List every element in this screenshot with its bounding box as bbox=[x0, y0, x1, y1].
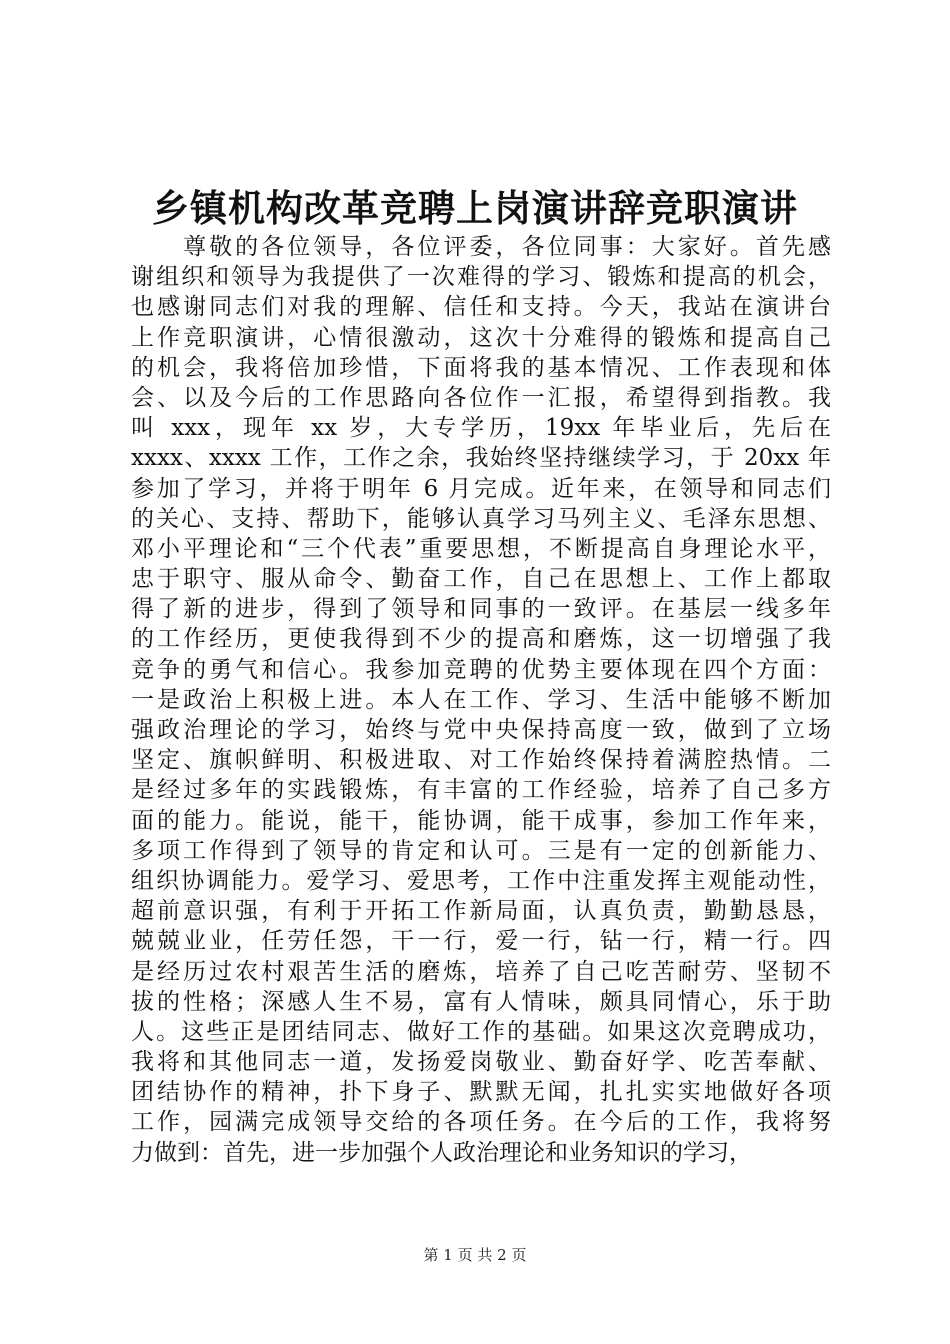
document-title: 乡镇机构改革竞聘上岗演讲辞竞职演讲 bbox=[152, 186, 798, 230]
body-line: 参加了学习，并将于明年 6 月完成。近年来，在领导和同志们 bbox=[131, 475, 831, 502]
body-line: 兢兢业业，任劳任怨，干一行，爱一行，钻一行，精一行。四 bbox=[131, 928, 831, 955]
body-line: 组织协调能力。爱学习、爱思考，工作中注重发挥主观能动性， bbox=[131, 867, 831, 894]
body-line: 我将和其他同志一道，发扬爱岗敬业、勤奋好学、吃苦奉献、 bbox=[131, 1049, 831, 1076]
body-line: 一是政治上积极上进。本人在工作、学习、生活中能够不断加 bbox=[131, 686, 831, 713]
body-line: 的工作经历，更使我得到不少的提高和磨炼，这一切增强了我 bbox=[131, 626, 831, 653]
body-line: 人。这些正是团结同志、做好工作的基础。如果这次竞聘成功， bbox=[131, 1018, 831, 1045]
body-line: 坚定、旗帜鲜明、积极进取、对工作始终保持着满腔热情。二 bbox=[131, 747, 831, 774]
body-line: 团结协作的精神，扑下身子、默默无闻，扎扎实实地做好各项 bbox=[131, 1079, 831, 1106]
body-line: xxxx、xxxx 工作，工作之余，我始终坚持继续学习，于 20xx 年 bbox=[131, 445, 831, 472]
body-line: 超前意识强，有利于开拓工作新局面，认真负责，勤勤恳恳， bbox=[131, 898, 831, 925]
body-line: 多项工作得到了领导的肯定和认可。三是有一定的创新能力、 bbox=[131, 837, 831, 864]
body-line: 的机会，我将倍加珍惜，下面将我的基本情况、工作表现和体 bbox=[131, 354, 831, 381]
body-line: 也感谢同志们对我的理解、信任和支持。今天，我站在演讲台 bbox=[131, 294, 831, 321]
page-number-footer: 第 1 页 共 2 页 bbox=[423, 1246, 527, 1264]
document-body bbox=[131, 232, 831, 1168]
body-line: 是经历过农村艰苦生活的磨炼，培养了自己吃苦耐劳、坚韧不 bbox=[131, 958, 831, 985]
body-line: 面的能力。能说，能干，能协调，能干成事，参加工作年来， bbox=[131, 807, 831, 834]
body-line: 忠于职守、服从命令、勤奋工作，自己在思想上、工作上都取 bbox=[131, 566, 831, 593]
body-line: 得了新的进步，得到了领导和同事的一致评。在基层一线多年 bbox=[131, 596, 831, 623]
body-line: 力做到：首先，进一步加强个人政治理论和业务知识的学习， bbox=[131, 1139, 752, 1166]
body-line: 叫 xxx，现年 xx 岁，大专学历，19xx 年毕业后，先后在 bbox=[131, 415, 831, 442]
body-line: 邓小平理论和“三个代表”重要思想，不断提高自身理论水平， bbox=[131, 535, 831, 562]
body-line: 是经过多年的实践锻炼，有丰富的工作经验，培养了自己多方 bbox=[131, 777, 831, 804]
body-line: 拔的性格；深感人生不易，富有人情味，颇具同情心，乐于助 bbox=[131, 988, 831, 1015]
body-line: 会、以及今后的工作思路向各位作一汇报，希望得到指教。我 bbox=[131, 384, 831, 411]
body-line: 强政治理论的学习，始终与党中央保持高度一致，做到了立场 bbox=[131, 717, 831, 743]
body-line: 上作竞职演讲，心情很激动，这次十分难得的锻炼和提高自己 bbox=[131, 324, 831, 351]
body-line: 尊敬的各位领导，各位评委，各位同事：大家好。首先感 bbox=[131, 234, 831, 260]
body-line: 工作，园满完成领导交给的各项任务。在今后的工作，我将努 bbox=[131, 1109, 831, 1136]
body-line: 的关心、支持、帮助下，能够认真学习马列主义、毛泽东思想、 bbox=[131, 505, 831, 532]
body-line: 竞争的勇气和信心。我参加竞聘的优势主要体现在四个方面： bbox=[131, 656, 831, 683]
body-line: 谢组织和领导为我提供了一次难得的学习、锻炼和提高的机会， bbox=[131, 264, 831, 291]
